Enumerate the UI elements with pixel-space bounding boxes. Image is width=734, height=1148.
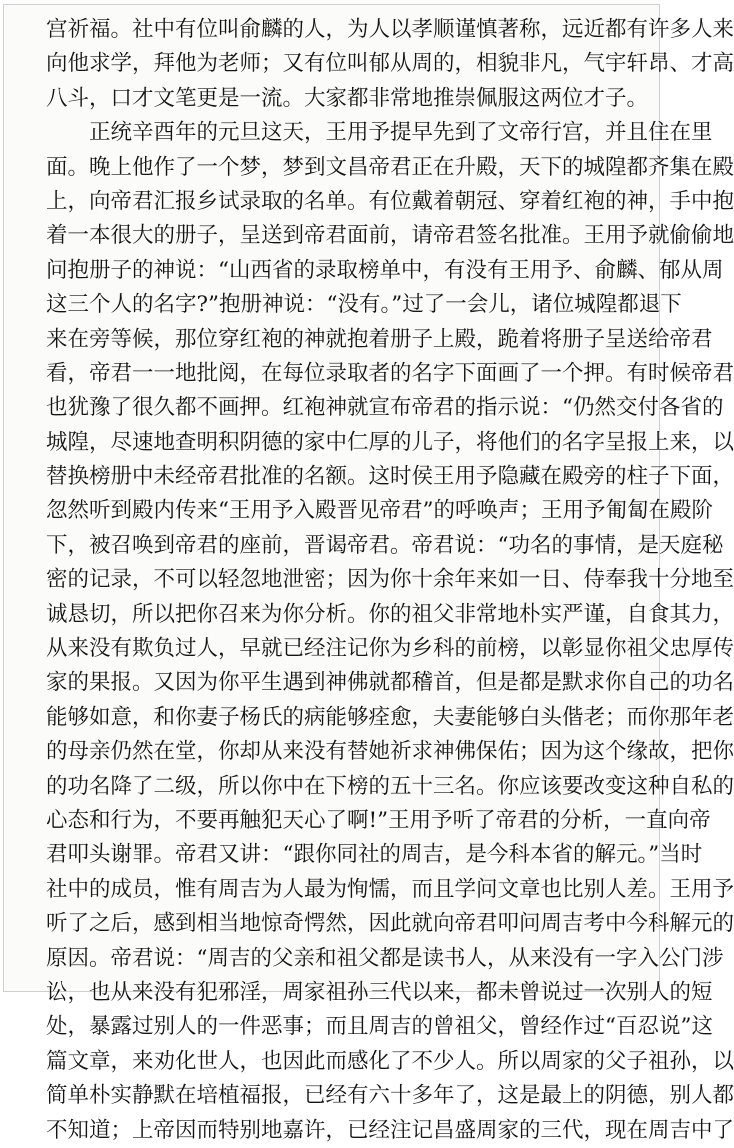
text-line: 能够如意，和你妻子杨氏的病能够痊愈，夫妻能够白头偕老；而你那年老 [46,704,734,730]
text-line: 面。晚上他作了一个梦，梦到文昌帝君正在升殿，天下的城隍都齐集在殿 [46,154,734,180]
text-line: 的母亲仍然在堂，你却从来没有替她祈求神佛保佑；因为这个缘故，把你 [46,739,734,765]
text-line: 从来没有欺负过人，早就已经注记你为乡科的前榜，以彰显你祖父忠厚传 [46,636,734,662]
text-line: 讼，也从来没有犯邪淫，周家祖孙三代以来，都未曾说过一次别人的短 [46,979,713,1005]
text-line: 正统辛酉年的元旦这天，王用予提早先到了文帝行宫，并且住在里 [46,120,713,146]
text-line: 君叩头谢罪。帝君又讲：“跟你同社的周吉，是今科本省的解元。”当时 [46,842,703,868]
text-line: 密的记录，不可以轻忽地泄密；因为你十余年来如一日、侍奉我十分地至 [46,567,734,593]
text-line: 问抱册子的神说：“山西省的录取榜单中，有没有王用予、俞麟、郁从周 [46,257,724,283]
text-line: 诚恳切，所以把你召来为你分析。你的祖父非常地朴实严谨，自食其力， [46,601,734,627]
text-line: 也犹豫了很久都不画押。红袍神就宣布帝君的指示说：“仍然交付各省的 [46,395,724,421]
text-line: 的功名降了二级，所以你中在下榜的五十三名。你应该要改变这种自私的 [46,773,734,799]
text-line: 替换榜册中未经帝君批准的名额。这时侯王用予隐藏在殿旁的柱子下面， [46,464,734,490]
text-body [46,13,734,1148]
text-line: 看，帝君一一地批阅，在每位录取者的名字下面画了一个押。有时候帝君 [46,360,734,386]
text-line: 听了之后，感到相当地惊奇愕然，因此就向帝君叩问周吉考中今科解元的 [46,911,734,937]
text-line: 上，向帝君汇报乡试录取的名单。有位戴着朝冠、穿着红袍的神，手中抱 [46,188,734,214]
text-line: 来在旁等候，那位穿红袍的神就抱着册子上殿，跪着将册子呈送给帝君 [46,326,713,352]
text-line: 忽然听到殿内传来“王用予入殿晋见帝君”的呼唤声；王用予匍匐在殿阶 [46,498,713,524]
text-line: 城隍，尽速地查明积阴德的家中仁厚的儿子，将他们的名字呈报上来，以 [46,429,734,455]
text-line: 简单朴实静默在培植福报，已经有六十多年了，这是最上的阴德，别人都 [46,1083,734,1109]
text-line: 社中的成员，惟有周吉为人最为恂懦，而且学问文章也比别人差。王用予 [46,876,734,902]
text-line: 家的果报。又因为你平生遇到神佛就都稽首，但是都是默求你自己的功名 [46,670,734,696]
text-line: 向他求学，拜他为老师；又有位叫郁从周的，相貌非凡，气宇轩昂、才高 [46,51,734,77]
text-line: 原因。帝君说：“周吉的父亲和祖父都是读书人，从来没有一字入公门涉 [46,945,724,971]
text-line: 这三个人的名字?”抱册神说：“没有。”过了一会儿，诸位城隍都退下 [46,292,682,318]
text-line: 心态和行为，不要再触犯天心了啊!”王用予听了帝君的分析，一直向帝 [46,807,711,833]
text-line: 不知道；上帝因而特别地嘉许，已经注记昌盛周家的三代，现在周吉中了 [46,1117,734,1143]
text-line: 篇文章，来劝化世人，也因此而感化了不少人。所以周家的父子祖孙，以 [46,1048,734,1074]
text-line: 着一本很大的册子，呈送到帝君面前，请帝君签名批准。王用予就偷偷地 [46,223,734,249]
page-frame [3,4,734,1143]
text-line: 宫祈福。社中有位叫俞麟的人，为人以孝顺谨慎著称，远近都有许多人来 [46,17,734,42]
text-line: 处，暴露过别人的一件恶事；而且周吉的曾祖父，曾经作过“百忍说”这 [46,1014,713,1040]
text-line: 下，被召唤到帝君的座前，晋谒帝君。帝君说：“功名的事情，是天庭秘 [46,532,724,558]
text-line: 八斗，口才文笔更是一流。大家都非常地推崇佩服这两位才子。 [46,85,649,111]
